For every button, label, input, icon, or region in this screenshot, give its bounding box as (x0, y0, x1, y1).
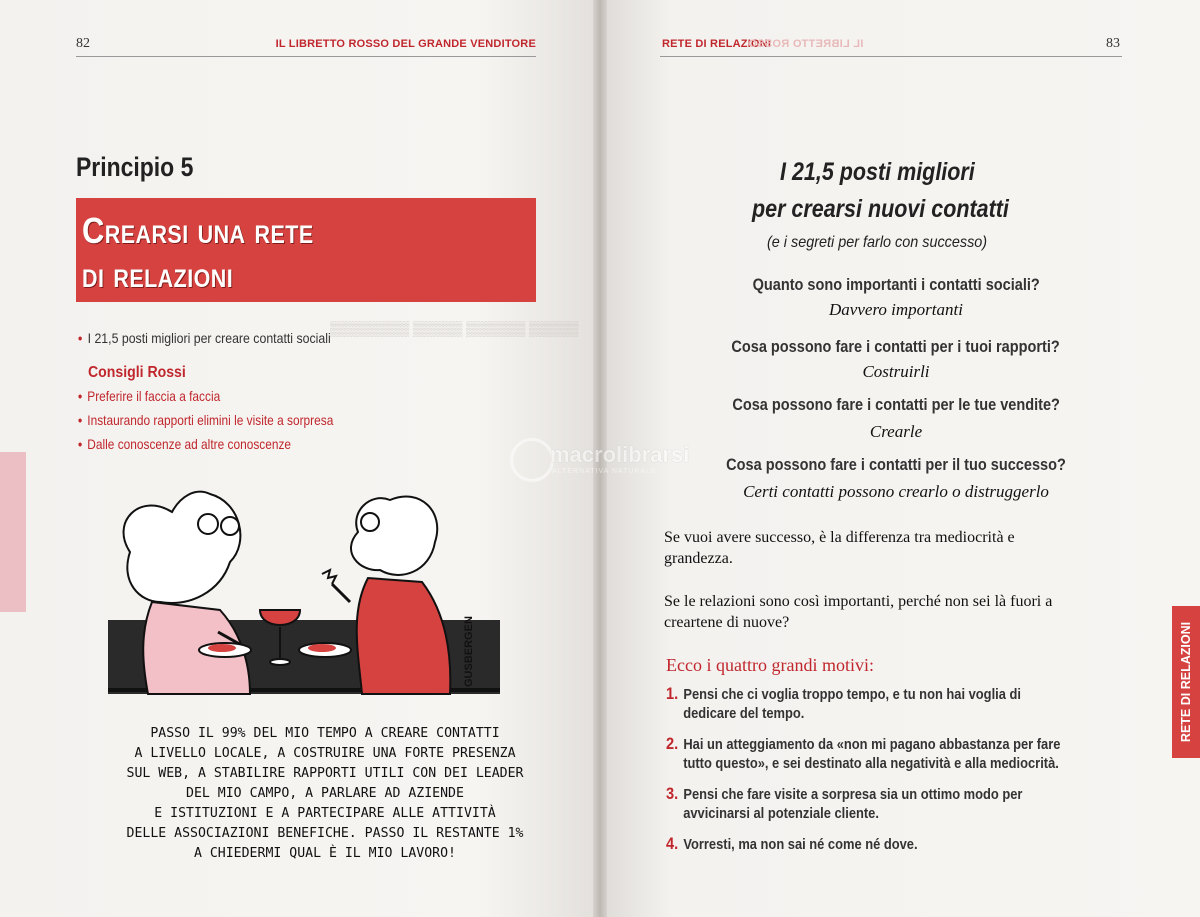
chapter-title-line2: di relazioni (82, 254, 234, 295)
reasons-heading: Ecco i quattro grandi motivi: (666, 655, 874, 675)
question: Cosa possono fare i contatti per il tuo successo? (726, 456, 1066, 474)
header-rule-left (76, 56, 536, 57)
red-tip: • Preferire il faccia a faccia (78, 388, 221, 404)
chapter-title-box (76, 198, 536, 302)
answer: Davvero importanti (829, 300, 963, 319)
section-title-line1: I 21,5 posti migliori (780, 158, 975, 186)
answer: Certi contatti possono crearlo o distruggerlo (743, 482, 1049, 501)
principle-label: Principio 5 (76, 152, 194, 182)
reason-item: 4. Vorresti, ma non sai né come né dove. (666, 834, 918, 853)
question: Quanto sono importanti i contatti sociali? (752, 276, 1040, 294)
answer: Crearle (869, 422, 923, 441)
reason-item: 2. Hai un atteggiamento da «non mi pagano abbastanza per fare tutto questo», e sei destinato alla negatività e alla mediocrità. (666, 734, 1061, 772)
page-number-left: 82 (76, 36, 90, 51)
bleed-through-text: ▒▒▒▒▒▒▒▒ ▒▒▒▒▒ ▒▒▒▒▒▒ ▒▒▒▒▒ (330, 322, 579, 337)
consigli-rossi-label: Consigli Rossi (88, 364, 186, 381)
paragraph-1: Se vuoi avere successo, è la differenza tra mediocrità e grandezza. (664, 529, 1015, 567)
bleed-through-header: IL LIBRETTO ROSSO (748, 38, 864, 50)
page-number-right: 83 (1106, 36, 1120, 51)
cartoon-caption: PASSO IL 99% DEL MIO TEMPO A CREARE CONTATTI A LIVELLO LOCALE, A COSTRUIRE UNA FORTE PRESENZA SUL WEB, A STABILIRE RAPPORTI UTILI CON DEI LEADER DEL MIO CAMPO, A PARLARE AD AZIENDE E ISTITUZIONI E A PARTECIPARE ALLE ATTIVITÀ DELLE ASSOCIAZIONI BENEFICHE. PASSO IL RESTANTE 1% A CHIEDERMI QUAL È IL MIO LAVORO! (126, 726, 524, 861)
left-page (0, 0, 598, 917)
reason-item: 1. Pensi che ci voglia troppo tempo, e tu non hai voglia di dedicare del tempo. (666, 684, 1021, 722)
cartoon-signature: GUSBERGEN (463, 616, 475, 687)
reason-item: 3. Pensi che fare visite a sorpresa sia un ottimo modo per avvicinarsi al potenziale cliente. (666, 784, 1023, 822)
running-head-left: IL LIBRETTO ROSSO DEL GRANDE VENDITORE (275, 38, 536, 50)
question: Cosa possono fare i contatti per i tuoi rapporti? (731, 338, 1061, 356)
section-subtitle: (e i segreti per farlo con successo) (767, 234, 988, 251)
watermark: macrolibrarsi ALTERNATIVA NATURALE (510, 436, 680, 484)
chapter-bullet: • I 21,5 posti migliori per creare contatti sociali (78, 330, 331, 346)
cartoon-illustration (100, 482, 510, 714)
chapter-title-line1: Crearsi una rete (82, 210, 314, 251)
red-tip: • Dalle conoscenze ad altre conoscenze (78, 436, 292, 452)
red-tip: • Instaurando rapporti elimini le visite a sorpresa (78, 412, 334, 428)
answer: Costruirli (862, 362, 930, 381)
header-rule-right (660, 56, 1122, 57)
running-head-right: RETE DI RELAZIONI (662, 38, 772, 50)
left-page-edge-tab (0, 452, 26, 612)
section-title-line2: per crearsi nuovi contatti (752, 195, 1009, 223)
paragraph-2: Se le relazioni sono così importanti, perché non sei là fuori a creartene di nuove? (664, 593, 1053, 631)
side-chapter-tab: RETE DI RELAZIONI (1172, 606, 1200, 758)
question: Cosa possono fare i contatti per le tue vendite? (732, 396, 1060, 414)
watermark-logo-icon (510, 438, 554, 482)
